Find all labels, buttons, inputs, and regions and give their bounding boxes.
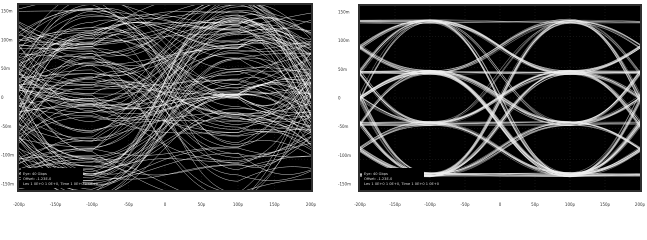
x-tick-label: 150p	[269, 202, 280, 207]
y-tick-label: -50m	[1, 123, 12, 129]
eye-diagram-right-plot	[336, 0, 647, 211]
y-tick-label: 50m	[338, 66, 347, 72]
x-tick-label: -50p	[123, 202, 134, 207]
x-tick-label: -100p	[86, 202, 98, 207]
x-tick-label: 150p	[599, 202, 611, 207]
y-tick-label: -50m	[338, 124, 349, 130]
x-tick-label: -100p	[424, 202, 436, 207]
y-tick-label: 100m	[338, 38, 350, 44]
y-tick-label: -100m	[1, 152, 14, 158]
y-tick-label: 0	[338, 95, 341, 101]
info-line: Offset: -1.23E-0	[23, 177, 52, 181]
x-tick-label: 200p	[634, 202, 646, 207]
eye-diagram-right	[336, 0, 647, 211]
info-line: Lev 1 0E+0 1 0E+0, Time 1 0E+0 1 0E+0	[364, 182, 440, 186]
y-tick-label: 150m	[338, 9, 350, 15]
x-tick-label: -150p	[49, 202, 62, 207]
x-tick-label: -200p	[354, 202, 366, 207]
x-tick-label: 200p	[305, 202, 317, 207]
y-tick-label: 50m	[1, 66, 10, 72]
y-tick-label: -100m	[338, 152, 351, 158]
y-tick-label: 100m	[1, 37, 13, 43]
eye-diagram-left	[0, 0, 318, 211]
x-tick-label: 0	[498, 202, 502, 207]
x-tick-label: 100p	[564, 202, 576, 207]
info-line: Eye: 40 Gbps	[23, 172, 47, 176]
x-tick-label: 50p	[531, 202, 539, 207]
y-tick-label: -150m	[338, 181, 351, 187]
eye-diagram-left-plot	[0, 0, 318, 211]
x-tick-label: 50p	[197, 202, 206, 207]
y-tick-label: -150m	[1, 181, 14, 187]
info-line: Eye: 40 Gbps	[364, 172, 388, 176]
x-tick-label: -150p	[389, 202, 401, 207]
info-line: Lev 1 0E+0 1 0E+0, Time 1 0E+0 1 0E+0	[23, 182, 99, 186]
x-tick-label: -50p	[460, 202, 470, 207]
x-tick-label: -200p	[13, 202, 25, 207]
x-tick-label: 0	[163, 202, 167, 207]
y-tick-label: 0	[1, 95, 4, 100]
y-tick-label: 150m	[1, 8, 13, 14]
x-tick-label: 100p	[232, 202, 244, 207]
info-line: Offset: -1.23E-0	[364, 177, 393, 181]
